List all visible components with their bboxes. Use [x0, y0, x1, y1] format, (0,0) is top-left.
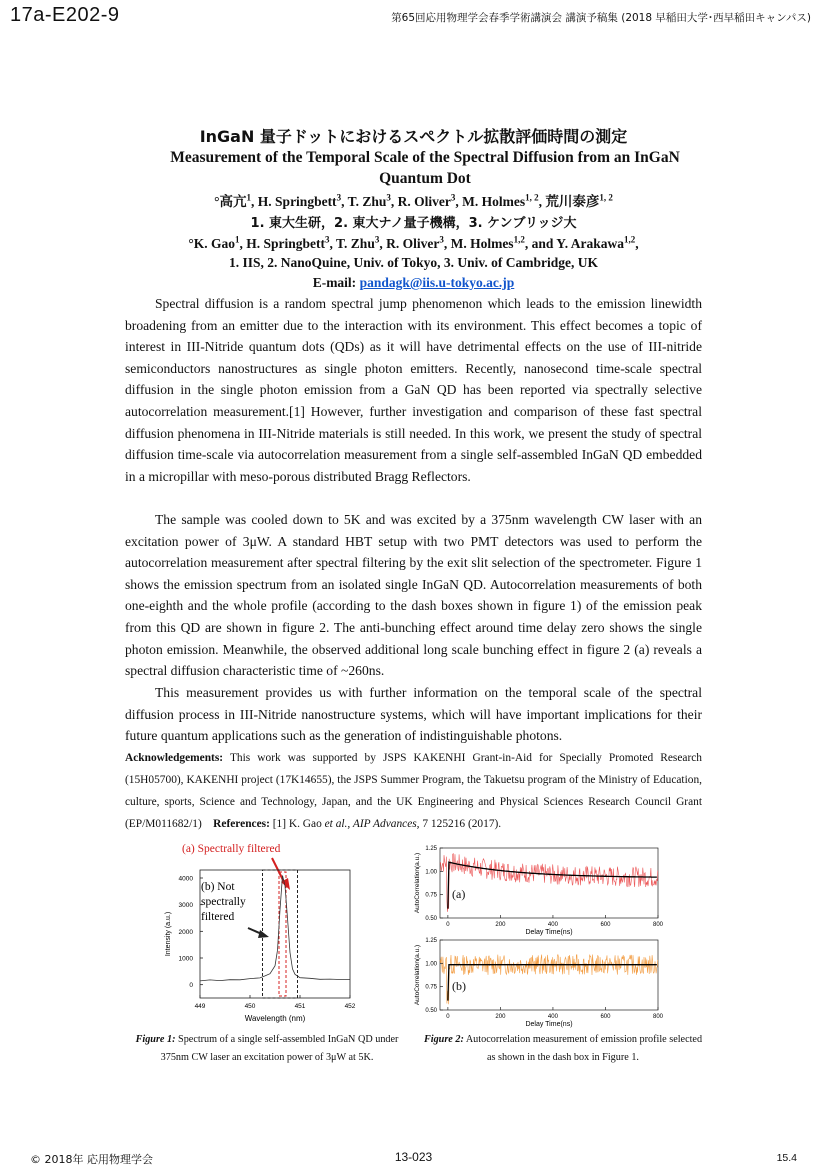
fig1-dash-box-a: [279, 872, 286, 996]
fig1-caption-text: Spectrum of a single self-assembled InGaN QD under 375nm CW laser an excitation power of 3μW at 5K.: [160, 1034, 399, 1063]
fig1-plot-area: [165, 870, 356, 1023]
conference-header: 第65回応用物理学会春季学術講演会 講演予稿集 (2018 早稲田大学･西早稲田キャンパス): [391, 12, 811, 24]
fig1-x-tick-label: 450: [244, 1003, 256, 1010]
fig1-x-tick-label: 451: [294, 1003, 306, 1010]
fig2-y-tick-label: 0.75: [425, 892, 437, 899]
ack-label: Acknowledgements:: [125, 752, 224, 764]
paragraph-1: Spectral diffusion is a random spectral jump phenomenon which leads to the emission linewidth broadening from an emitter due to the interaction with its environment. This effect becomes a topic of interest in III-Nitride quantum dots (QDs) as it will have detrimental effects on the use of III-nitride semiconductors nanostructures as single photon emitters. Recently, nanosecond time-scale spectral diffusion in the single photon emission from a GaN QD has been reported via spectrally selective autocorrelation measurement.[1] However, further investigation and comparison of these fast spectral diffusion phenomena in III-Nitride materials is still needed. In this work, we present the study of spectral diffusion time-scale via autocorrelation measurement from a single self-assembled InGaN QD embedded in a micropillar with meso-porous distributed Bragg Reflectors.: [125, 296, 702, 484]
fig2-panel-label: (b): [452, 979, 466, 993]
fig2-y-axis-label: AutoCorrelation(a.u.): [414, 944, 421, 1006]
fig1-annotation-b-2: spectrally: [201, 896, 246, 908]
fig1-y-tick-label: 2000: [178, 928, 193, 936]
ref-text-b: 7 125216 (2017).: [419, 818, 502, 830]
fig2-y-tick-label: 1.00: [425, 869, 437, 876]
figure-1-spectrum: [150, 838, 425, 1030]
fig2-y-axis-label: AutoCorrelation(a.u.): [414, 852, 421, 914]
fig2-caption-text: Autocorrelation measurement of emission profile selected as shown in the dash box in Figure 1.: [463, 1034, 703, 1063]
fig1-annotation-a: (a) Spectrally filtered: [182, 843, 281, 855]
ref-text-italic: et al., AIP Advances,: [324, 818, 420, 830]
title-english: Measurement of the Temporal Scale of the Spectral Diffusion from an InGaN Quantum Dot: [170, 149, 680, 187]
fig2-x-tick-label: 400: [547, 1014, 558, 1020]
fig2-x-axis-label: Delay Time(ns): [525, 929, 573, 936]
email-label: E-mail:: [312, 275, 357, 290]
footer-copyright: © 2018年 応用物理学会: [30, 1153, 153, 1166]
figure-2-autocorrelation: [410, 840, 670, 1035]
footer-page-number: 13-023: [394, 1150, 433, 1164]
fig2-y-tick-label: 0.50: [425, 916, 437, 922]
authors-en-text: °K. Gao$^1$, H. Springbett$^3$, T. Zhu$^3$, R. Oliver$^3$, M. Holmes$^{1,2}$, and Y. Arakawa$^{1,2}$,: [188, 234, 639, 251]
paper-code: 17a-E202-9: [10, 4, 120, 26]
fig2-y-tick-label: 1.00: [425, 961, 437, 968]
fig1-x-axis-label: Wavelength (nm): [244, 1014, 306, 1023]
fig2-x-tick-label: 200: [495, 1014, 506, 1020]
figure-1-caption: [122, 1031, 412, 1067]
fig2-x-tick-label: 600: [600, 1014, 611, 1020]
fig2-x-tick-label: 0: [446, 922, 450, 928]
fig1-x-tick-label: 449: [194, 1003, 206, 1010]
fig2-panel-label: (a): [452, 887, 466, 901]
affiliations-japanese: 1. 東大生研，2. 東大ナノ量子機構，3. ケンブリッジ大: [250, 216, 577, 231]
fig1-annotation-b-3: filtered: [201, 911, 235, 923]
fig2-y-tick-label: 1.25: [425, 938, 437, 944]
fig1-caption-label: Figure 1:: [135, 1034, 176, 1045]
fig2-x-tick-label: 800: [652, 1014, 664, 1020]
fig2-axes-frame: [440, 940, 658, 1010]
fig2-axes-frame: [440, 848, 658, 918]
authors-english: [0, 234, 827, 252]
affiliations-english: 1. IIS, 2. NanoQuine, Univ. of Tokyo, 3. Univ. of Cambridge, UK: [228, 255, 599, 270]
figure-2-caption: [423, 1031, 703, 1067]
fig1-arrowhead-b: [258, 930, 269, 938]
fig1-y-axis-label: Intensity (a.u.): [165, 911, 172, 957]
fig2-y-tick-label: 1.25: [425, 846, 437, 852]
fig2-panel-a: [414, 846, 664, 936]
fig1-annotation-b-1: (b) Not: [201, 881, 235, 893]
acknowledgements: [125, 747, 702, 835]
ack-text: This work was supported by JSPS KAKENHI Grant-in-Aid for Specially Promoted Research (15H05700), KAKENHI project (17K14655), the JSPS Summer Program, the Takuetsu program of the Ministry of Education, culture, sports, Science and Technology, Japan, and the UK Engineering and Physical Sciences Research Council Grant (EP/M011682/1): [125, 752, 702, 830]
fig2-panel-b: [414, 938, 664, 1028]
authors-japanese: [0, 190, 827, 210]
paragraph-3: This measurement provides us with further information on the temporal scale of the spectral diffusion process in III-Nitride nanostructure systems, which will have important implications for their future quantum applications such as the generation of indistinguishable photons.: [125, 685, 702, 744]
email-line: [0, 275, 827, 291]
fig1-x-tick-label: 452: [344, 1003, 356, 1010]
fig2-y-tick-label: 0.75: [425, 984, 437, 991]
fig2-y-tick-label: 0.50: [425, 1008, 437, 1014]
fig2-x-tick-label: 0: [446, 1014, 450, 1020]
fig2-caption-label: Figure 2:: [423, 1034, 464, 1045]
fig1-y-tick-label: 4000: [178, 875, 193, 883]
title-japanese: InGaN 量子ドットにおけるスペクトル拡散評価時間の測定: [199, 127, 628, 146]
fig2-x-axis-label: Delay Time(ns): [525, 1021, 573, 1028]
footer-section: 15.4: [776, 1152, 797, 1164]
fig1-y-tick-label: 3000: [178, 902, 193, 910]
references-label: References:: [213, 818, 270, 830]
fig1-y-tick-label: 1000: [178, 955, 193, 963]
fig1-y-tick-label: 0: [189, 982, 193, 990]
email-link[interactable]: pandagk@iis.u-tokyo.ac.jp: [359, 275, 515, 290]
fig2-x-tick-label: 200: [495, 922, 506, 928]
fig2-x-tick-label: 400: [547, 922, 558, 928]
fig1-dash-box-b: [263, 870, 298, 998]
paragraph-2: The sample was cooled down to 5K and was excited by a 375nm wavelength CW laser with an excitation power of 3μW. A standard HBT setup with two PMT detectors was used to perform the autocorrelation measurement after spectral filtering by the exit slit selection of the spectrometer. Figure 1 shows the emission spectrum from an isolated single InGaN QD. Autocorrelation measurements of both one-eighth and the whole profile (according to the dash boxes shown in figure 1) of the emission peak from this QD are shown in figure 2. The anti-bunching effect around time delay zero shows the single photon emission. Meanwhile, the observed additional long scale bunching effect in figure 2 (a) reveals a spectral diffusion characteristic time of ~260ns.: [125, 512, 702, 679]
fig2-x-tick-label: 600: [600, 922, 611, 928]
fig2-x-tick-label: 800: [652, 922, 664, 928]
authors-ja-text: °高亢$^1$, H. Springbett$^3$, T. Zhu$^3$, R. Oliver$^3$, M. Holmes$^{1, 2}$, 荒川泰彦$^{1, 2}$: [214, 192, 613, 209]
ref-text-a: [1] K. Gao: [269, 818, 325, 830]
